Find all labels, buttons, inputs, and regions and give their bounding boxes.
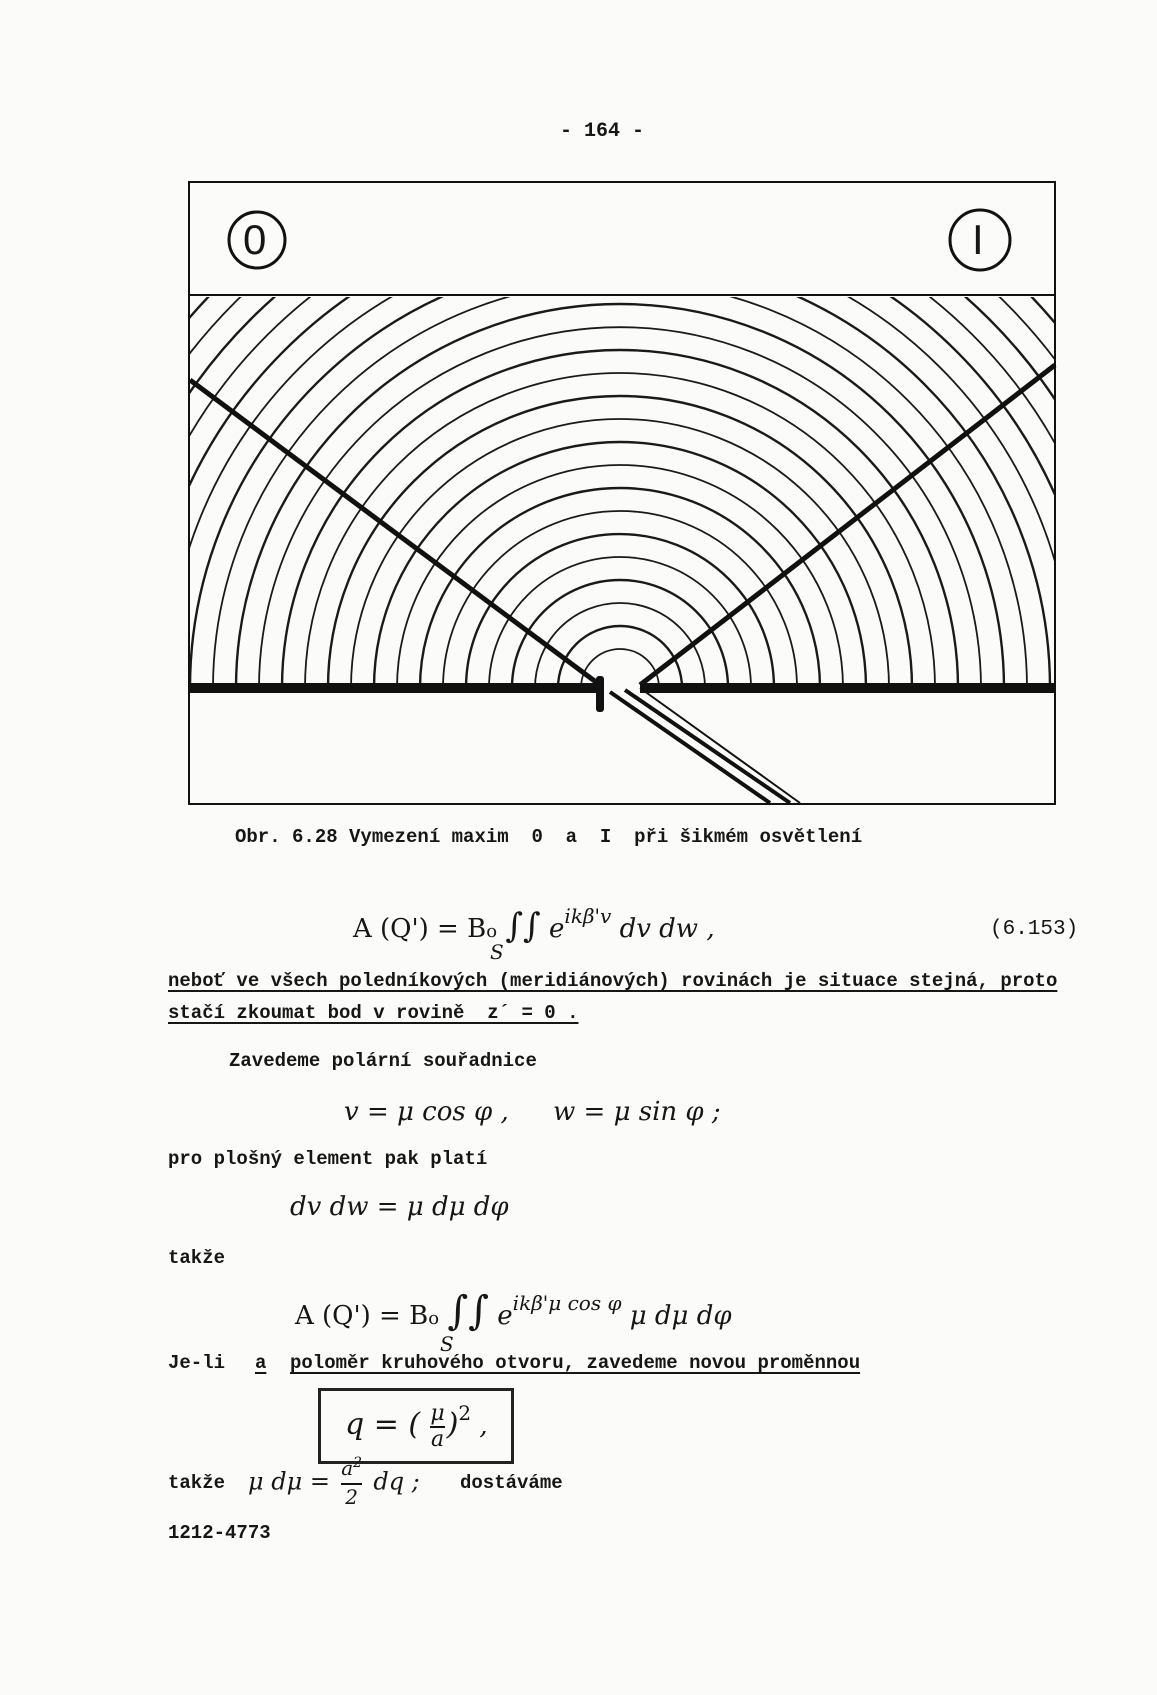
footer-code: 1212-4773 (168, 1522, 271, 1544)
eq2-b-sub: o (428, 1308, 440, 1329)
eq-w-def: w = μ sin φ ; (553, 1097, 721, 1127)
sub-rhs: dq ; (373, 1467, 420, 1496)
eq1-number: (6.153) (990, 918, 1079, 941)
diagonal-left (190, 380, 600, 685)
q-rhs: ) (446, 1407, 459, 1442)
q-definition (345, 1402, 488, 1452)
eq1-lhs: A (Q') = B (353, 914, 487, 944)
takze-2: takže (168, 1472, 226, 1494)
eq2-domain: S (440, 1332, 454, 1356)
figure-caption: Obr. 6.28 Vymezení maxim 0 a I při šikmém osvětlení (235, 826, 863, 848)
q-power: 2 (458, 1401, 472, 1425)
wavefront-arc (52, 120, 1157, 688)
q-lhs: q = ( (345, 1407, 421, 1442)
wavefront-arc (420, 488, 820, 688)
eq2-integrand: e (497, 1301, 513, 1331)
eq1-domain: S (490, 940, 504, 964)
q-den: a (430, 1427, 445, 1452)
eq1-integral-sign: ∫∫ (505, 906, 541, 946)
sub-lhs: μ dμ = (248, 1467, 330, 1496)
eq1-integrand: e (549, 914, 565, 944)
sub-den: 2 (345, 1485, 358, 1509)
eq-substitution (248, 1456, 420, 1509)
incident-beam-1 (610, 692, 770, 803)
eq2-integral-sign: ∫∫ (447, 1288, 490, 1334)
screen-right (640, 683, 1055, 693)
eq2-exponent: ikβ'μ cos φ (512, 1291, 622, 1315)
wavefront-arc (558, 626, 682, 688)
text-line-2: stačí zkoumat bod v rovině z´ = 0 . (168, 1002, 579, 1024)
wavefront-arc (0, 0, 1157, 688)
eq1-b-sub: o (486, 921, 498, 942)
area-intro: pro plošný element pak platí (168, 1148, 488, 1170)
figure-frame (189, 182, 1055, 804)
eq-v-def: v = μ cos φ , (344, 1097, 509, 1127)
incident-beam-3 (640, 688, 800, 803)
q-num: μ (430, 1401, 445, 1426)
eq1-tail: dv dw , (619, 914, 715, 944)
concentric-arcs (0, 0, 1157, 688)
jeli-a: a (255, 1352, 267, 1374)
eq2-tail: μ dμ dφ (629, 1301, 732, 1331)
eq2-lhs: A (Q') = B (295, 1301, 429, 1331)
wavefront-arc (443, 511, 797, 688)
eq-area-element: dv dw = μ dμ dφ (290, 1192, 509, 1222)
aperture-edge (596, 676, 604, 712)
wavefront-arc (535, 603, 705, 688)
incident-beam-2 (625, 690, 790, 803)
text-line-1: neboť ve všech poledníkových (meridiánových) rovinách je situace stejná, proto (168, 970, 1058, 992)
polar-intro: Zavedeme polární souřadnice (229, 1050, 537, 1072)
wavefront-arc (0, 51, 1157, 688)
jeli-rest: poloměr kruhového otvoru, zavedeme novou proměnnou (290, 1352, 861, 1374)
wavefront-arc (489, 557, 751, 688)
screen-left (190, 683, 600, 693)
dostavame: dostáváme (460, 1472, 563, 1494)
jeli-label: Je-li (168, 1352, 226, 1374)
sub-num: a (341, 1456, 354, 1480)
equation-polar-integral (295, 1288, 732, 1334)
equation-6-153 (353, 906, 715, 946)
q-trail: , (479, 1411, 488, 1441)
eq1-exponent: ikβ'v (564, 904, 612, 928)
takze-1: takže (168, 1247, 226, 1269)
sub-num-power: 2 (353, 1455, 363, 1471)
page-number: - 164 - (560, 120, 645, 143)
label-0: 0 (243, 216, 267, 263)
label-i: I (972, 216, 984, 263)
wavefront-arc (512, 580, 728, 688)
